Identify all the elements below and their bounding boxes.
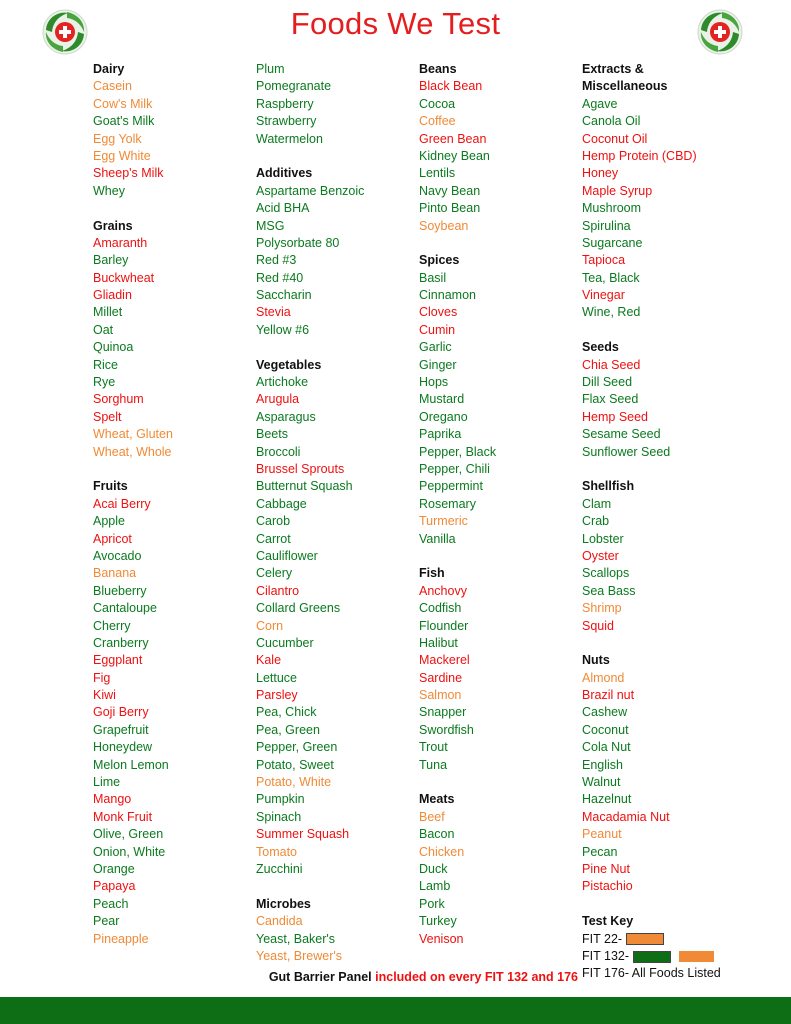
- food-item: Whey: [93, 183, 125, 198]
- food-item: Cumin: [419, 322, 456, 337]
- food-item: Artichoke: [256, 375, 309, 390]
- food-item: Agave: [582, 96, 618, 111]
- food-item: Duck: [419, 861, 448, 876]
- food-item: Navy Bean: [419, 183, 481, 198]
- food-item: Red #40: [256, 270, 304, 285]
- food-item: Pistachio: [582, 879, 633, 894]
- food-item: Cranberry: [93, 635, 149, 650]
- food-item: Beef: [419, 809, 445, 824]
- section-heading: Additives: [256, 166, 313, 181]
- food-item: Wheat, Gluten: [93, 427, 173, 442]
- food-item: Pepper, Black: [419, 444, 497, 459]
- food-item: Broccoli: [256, 444, 301, 459]
- food-item: Plum: [256, 62, 285, 76]
- section-heading: Miscellaneous: [582, 79, 668, 94]
- food-item: Tea, Black: [582, 270, 640, 285]
- bottom-bar: [0, 997, 791, 1024]
- food-item: Peppermint: [419, 479, 483, 494]
- food-item: Asparagus: [256, 409, 316, 424]
- food-item: Kidney Bean: [419, 148, 490, 163]
- food-item: Spinach: [256, 809, 302, 824]
- food-item: Salmon: [419, 688, 462, 703]
- food-item: Butternut Squash: [256, 479, 353, 494]
- test-key-heading: Test Key: [582, 914, 634, 929]
- food-item: Dill Seed: [582, 375, 633, 390]
- food-item: Pumpkin: [256, 792, 305, 807]
- food-item: Turkey: [419, 914, 457, 929]
- food-item: Honey: [582, 166, 619, 181]
- food-item: Corn: [256, 618, 284, 633]
- footer-panel-note: included on every FIT 132 and 176: [375, 970, 578, 984]
- health-cross-logo-icon: [696, 8, 744, 56]
- section-heading: Microbes: [256, 896, 311, 911]
- food-item: Venison: [419, 931, 464, 946]
- food-column-4: [582, 61, 742, 983]
- food-item: English: [582, 757, 623, 772]
- food-item: Maple Syrup: [582, 183, 653, 198]
- food-item: Barley: [93, 253, 129, 268]
- food-item: Trout: [419, 740, 448, 755]
- footer-note: [0, 970, 578, 984]
- food-item: Ginger: [419, 357, 457, 372]
- food-item: Pork: [419, 896, 445, 911]
- section-heading: Extracts &: [582, 62, 644, 76]
- food-item: Melon Lemon: [93, 757, 169, 772]
- food-item: Pear: [93, 914, 120, 929]
- food-item: Coconut: [582, 722, 629, 737]
- food-item: Summer Squash: [256, 827, 350, 842]
- section-heading: Spices: [419, 253, 460, 268]
- food-item: Pecan: [582, 844, 618, 859]
- food-item: Pepper, Green: [256, 740, 338, 755]
- food-item: Oregano: [419, 409, 468, 424]
- food-item: Zucchini: [256, 861, 303, 876]
- food-item: Cola Nut: [582, 740, 631, 755]
- food-item: Vanilla: [419, 531, 456, 546]
- food-item: Polysorbate 80: [256, 235, 340, 250]
- food-item: MSG: [256, 218, 285, 233]
- food-item: Cilantro: [256, 583, 300, 598]
- section-heading: Shellfish: [582, 479, 635, 494]
- food-item: Lamb: [419, 879, 451, 894]
- food-item: Mackerel: [419, 653, 470, 668]
- food-item: Hemp Seed: [582, 409, 649, 424]
- food-item: Cantaloupe: [93, 601, 157, 616]
- food-item: Acai Berry: [93, 496, 151, 511]
- food-item: Lentils: [419, 166, 456, 181]
- food-item: Apple: [93, 514, 125, 529]
- food-item: Yeast, Baker's: [256, 931, 336, 946]
- food-item: Cinnamon: [419, 288, 476, 303]
- food-item: Pinto Bean: [419, 201, 481, 216]
- food-item: Tuna: [419, 757, 448, 772]
- food-item: Beets: [256, 427, 288, 442]
- food-item: Egg Yolk: [93, 131, 142, 146]
- section-heading: Vegetables: [256, 357, 322, 372]
- food-item: Coffee: [419, 114, 456, 129]
- food-item: Black Bean: [419, 79, 483, 94]
- food-item: Carrot: [256, 531, 291, 546]
- food-item: Chicken: [419, 844, 465, 859]
- section-heading: Fruits: [93, 479, 128, 494]
- food-item: Kiwi: [93, 688, 116, 703]
- food-item: Sunflower Seed: [582, 444, 671, 459]
- food-item: Bacon: [419, 827, 455, 842]
- food-item: Watermelon: [256, 131, 323, 146]
- food-item: Orange: [93, 861, 135, 876]
- test-key-fit22: [582, 931, 742, 948]
- food-item: Aspartame Benzoic: [256, 183, 365, 198]
- food-item: Basil: [419, 270, 447, 285]
- food-item: Carob: [256, 514, 291, 529]
- section-heading: Grains: [93, 218, 133, 233]
- food-item: Soybean: [419, 218, 469, 233]
- food-item: Cocoa: [419, 96, 456, 111]
- food-item: Scallops: [582, 566, 630, 581]
- food-item: Pea, Chick: [256, 705, 317, 720]
- food-item: Hemp Protein (CBD): [582, 148, 697, 163]
- food-item: Oyster: [582, 548, 619, 563]
- food-item: Pine Nut: [582, 861, 630, 876]
- spacer: [582, 635, 742, 652]
- section-heading: Nuts: [582, 653, 610, 668]
- spacer: [256, 148, 416, 165]
- food-item: Mustard: [419, 392, 465, 407]
- food-item: Lettuce: [256, 670, 298, 685]
- food-item: Flax Seed: [582, 392, 639, 407]
- food-item: Lime: [93, 775, 121, 790]
- food-item: Eggplant: [93, 653, 143, 668]
- spacer: [93, 200, 253, 217]
- food-item: Apricot: [93, 531, 132, 546]
- food-item: Sorghum: [93, 392, 144, 407]
- spacer: [582, 461, 742, 478]
- food-item: Acid BHA: [256, 201, 310, 216]
- food-item: Chia Seed: [582, 357, 641, 372]
- food-item: Lobster: [582, 531, 624, 546]
- food-item: Raspberry: [256, 96, 314, 111]
- food-item: Sardine: [419, 670, 463, 685]
- food-item: Red #3: [256, 253, 297, 268]
- food-item: Vinegar: [582, 288, 625, 303]
- section-heading: Dairy: [93, 62, 125, 76]
- food-item: Spelt: [93, 409, 122, 424]
- food-item: Codfish: [419, 601, 462, 616]
- food-column-2: [256, 61, 416, 965]
- food-item: Anchovy: [419, 583, 467, 598]
- food-item: Casein: [93, 79, 132, 94]
- food-item: Cow's Milk: [93, 96, 153, 111]
- food-item: Amaranth: [93, 235, 148, 250]
- test-key-fit132: [582, 948, 742, 965]
- section-heading: Meats: [419, 792, 455, 807]
- orange-swatch: [679, 951, 714, 962]
- food-item: Rosemary: [419, 496, 476, 511]
- food-item: Millet: [93, 305, 123, 320]
- food-item: Mango: [93, 792, 132, 807]
- food-item: Papaya: [93, 879, 136, 894]
- food-item: Hazelnut: [582, 792, 632, 807]
- food-item: Coconut Oil: [582, 131, 648, 146]
- footer-panel-name: Gut Barrier Panel: [268, 970, 372, 984]
- food-item: Brazil nut: [582, 688, 635, 703]
- food-item: Cucumber: [256, 635, 314, 650]
- food-item: Garlic: [419, 340, 452, 355]
- food-item: Banana: [93, 566, 137, 581]
- food-item: Arugula: [256, 392, 300, 407]
- food-item: Blueberry: [93, 583, 147, 598]
- spacer: [419, 235, 579, 252]
- food-item: Candida: [256, 914, 303, 929]
- food-item: Wheat, Whole: [93, 444, 172, 459]
- food-item: Oat: [93, 322, 114, 337]
- spacer: [419, 774, 579, 791]
- food-item: Onion, White: [93, 844, 166, 859]
- food-item: Sea Bass: [582, 583, 636, 598]
- food-item: Sesame Seed: [582, 427, 661, 442]
- food-item: Yeast, Brewer's: [256, 948, 342, 963]
- food-item: Honeydew: [93, 740, 153, 755]
- food-item: Cauliflower: [256, 548, 318, 563]
- test-key-fit176: [582, 965, 742, 982]
- food-item: Grapefruit: [93, 722, 149, 737]
- spacer: [419, 548, 579, 565]
- food-column-1: [93, 61, 253, 948]
- food-item: Flounder: [419, 618, 469, 633]
- health-cross-logo-icon: [41, 8, 89, 56]
- food-item: Saccharin: [256, 288, 312, 303]
- food-item: Brussel Sprouts: [256, 461, 345, 476]
- food-item: Goji Berry: [93, 705, 149, 720]
- food-item: Cloves: [419, 305, 458, 320]
- food-item: Pomegranate: [256, 79, 332, 94]
- food-item: Potato, White: [256, 775, 332, 790]
- food-item: Potato, Sweet: [256, 757, 334, 772]
- food-item: Canola Oil: [582, 114, 641, 129]
- food-item: Hops: [419, 375, 449, 390]
- food-item: Pineapple: [93, 931, 149, 946]
- food-item: Sheep's Milk: [93, 166, 164, 181]
- test-key: [582, 913, 742, 983]
- green-swatch: [633, 951, 671, 963]
- food-item: Pepper, Chili: [419, 461, 490, 476]
- fit22-label: FIT 22-: [582, 931, 623, 946]
- food-item: Mushroom: [582, 201, 642, 216]
- food-item: Celery: [256, 566, 293, 581]
- food-item: Tomato: [256, 844, 297, 859]
- food-item: Rye: [93, 375, 116, 390]
- orange-swatch: [626, 933, 664, 945]
- food-item: Cashew: [582, 705, 628, 720]
- food-item: Monk Fruit: [93, 809, 153, 824]
- spacer: [256, 878, 416, 895]
- section-heading: Fish: [419, 566, 445, 581]
- food-item: Tapioca: [582, 253, 626, 268]
- food-item: Walnut: [582, 775, 621, 790]
- food-item: Pea, Green: [256, 722, 320, 737]
- food-item: Avocado: [93, 548, 142, 563]
- food-item: Peanut: [582, 827, 622, 842]
- food-item: Cherry: [93, 618, 131, 633]
- food-item: Buckwheat: [93, 270, 155, 285]
- food-item: Squid: [582, 618, 614, 633]
- food-item: Paprika: [419, 427, 462, 442]
- spacer: [256, 339, 416, 356]
- fit176-label: FIT 176- All Foods Listed: [582, 966, 721, 981]
- food-item: Wine, Red: [582, 305, 641, 320]
- food-item: Collard Greens: [256, 601, 341, 616]
- food-item: Spirulina: [582, 218, 631, 233]
- food-item: Fig: [93, 670, 111, 685]
- food-column-3: [419, 61, 579, 948]
- food-item: Olive, Green: [93, 827, 164, 842]
- food-item: Almond: [582, 670, 625, 685]
- food-item: Cabbage: [256, 496, 307, 511]
- food-item: Goat's Milk: [93, 114, 155, 129]
- food-item: Kale: [256, 653, 282, 668]
- food-item: Egg White: [93, 148, 151, 163]
- food-item: Quinoa: [93, 340, 134, 355]
- food-item: Crab: [582, 514, 610, 529]
- food-item: Peach: [93, 896, 129, 911]
- section-heading: Seeds: [582, 340, 619, 355]
- food-item: Swordfish: [419, 722, 474, 737]
- page-title: Foods We Test: [290, 6, 501, 41]
- food-item: Gliadin: [93, 288, 132, 303]
- food-item: Halibut: [419, 635, 458, 650]
- food-item: Turmeric: [419, 514, 468, 529]
- spacer: [93, 461, 253, 478]
- fit132-label: FIT 132-: [582, 948, 630, 963]
- food-item: Green Bean: [419, 131, 487, 146]
- food-item: Parsley: [256, 688, 298, 703]
- food-item: Stevia: [256, 305, 291, 320]
- food-item: Sugarcane: [582, 235, 643, 250]
- spacer: [582, 896, 742, 913]
- food-item: Snapper: [419, 705, 467, 720]
- food-item: Macadamia Nut: [582, 809, 670, 824]
- food-item: Rice: [93, 357, 119, 372]
- food-item: Strawberry: [256, 114, 317, 129]
- food-item: Shrimp: [582, 601, 622, 616]
- food-item: Clam: [582, 496, 612, 511]
- food-item: Yellow #6: [256, 322, 310, 337]
- section-heading: Beans: [419, 62, 457, 76]
- spacer: [582, 322, 742, 339]
